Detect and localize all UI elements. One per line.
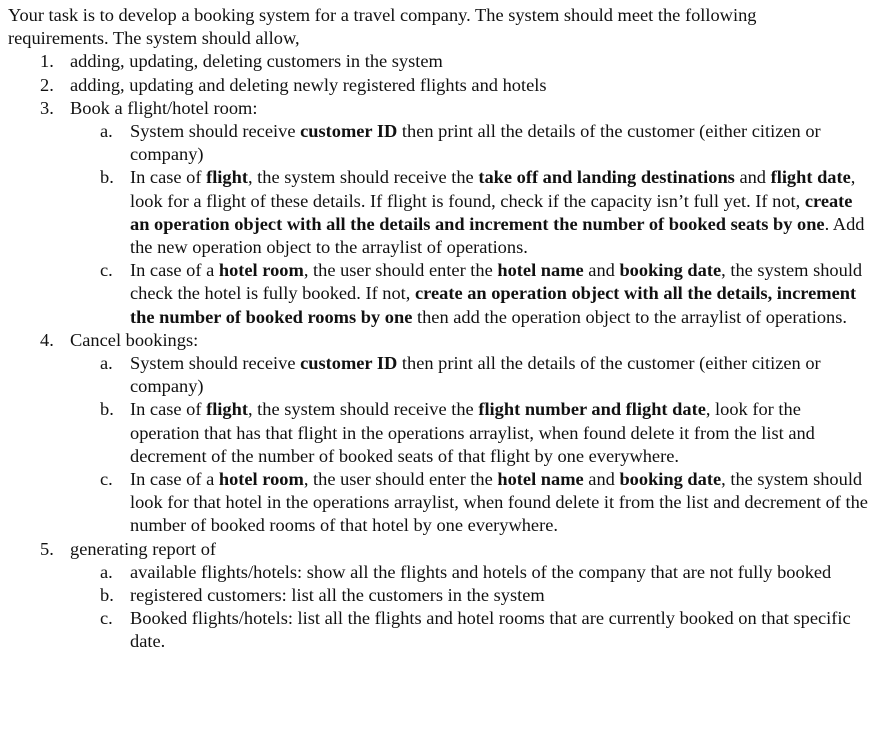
subitem-text: available flights/hotels: show all the flights and hotels of the company that are not fully booked [130, 561, 832, 582]
subitem-text: In case of flight, the system should receive the flight number and flight date, look for the operation that has that flight in the operations arraylist, when found delete it from the list and decrement of the number of booked seats of that flight by one everywhere. [130, 399, 815, 466]
item-text: generating report of [70, 538, 217, 559]
intro-paragraph: Your task is to develop a booking system for a travel company. The system should meet the following requirements. The system should allow, [8, 5, 757, 49]
list-item-3 [40, 97, 870, 120]
subitem-text: Booked flights/hotels: list all the flights and hotel rooms that are currently booked on that specific date. [130, 608, 851, 652]
item-text: Cancel bookings: [70, 329, 199, 350]
item-number: 1. [40, 51, 54, 72]
subitem-label: c. [100, 469, 113, 490]
item-text: adding, updating and deleting newly registered flights and hotels [70, 74, 547, 95]
subitem-text: In case of a hotel room, the user should enter the hotel name and booking date, the system should look for that hotel in the operations arraylist, when found delete it from the list and decrement of the number of booked rooms of that hotel by one everywhere. [130, 469, 868, 536]
item-text: adding, updating, deleting customers in the system [70, 51, 443, 72]
book-subitem-a [100, 120, 870, 166]
cancel-subitem-c [100, 468, 870, 538]
item-number: 4. [40, 329, 54, 350]
subitem-label: b. [100, 585, 114, 606]
cancel-subitem-b [100, 398, 870, 468]
subitem-label: c. [100, 260, 113, 281]
subitem-label: c. [100, 608, 113, 629]
subitem-text: System should receive customer ID then print all the details of the customer (either citizen or company) [130, 121, 821, 165]
cancel-subitem-a [100, 352, 870, 398]
list-item-2 [40, 74, 870, 97]
subitem-text: In case of flight, the system should receive the take off and landing destinations and flight date, look for a flight of these details. If flight is found, check if the capacity isn’t full yet. If not, create an operation object with all the details and increment the number of booked seats by one. Add the new operation object to the arraylist of operations. [130, 167, 865, 258]
item-text: Book a flight/hotel room: [70, 97, 258, 118]
list-item-5 [40, 538, 870, 561]
book-subitem-c [100, 259, 870, 329]
report-subitem-b [100, 584, 870, 607]
item-number: 3. [40, 97, 54, 118]
list-item-1 [40, 50, 870, 73]
subitem-text: registered customers: list all the customers in the system [130, 585, 545, 606]
item-number: 2. [40, 74, 54, 95]
subitem-label: b. [100, 167, 114, 188]
item-number: 5. [40, 538, 54, 559]
subitem-label: b. [100, 399, 114, 420]
report-subitem-c [100, 607, 870, 653]
subitem-label: a. [100, 353, 113, 374]
report-subitem-a [100, 561, 870, 584]
list-item-4 [40, 329, 870, 352]
subitem-label: a. [100, 121, 113, 142]
book-subitem-b [100, 166, 870, 259]
subitem-label: a. [100, 561, 113, 582]
subitem-text: System should receive customer ID then print all the details of the customer (either citizen or company) [130, 353, 821, 397]
subitem-text: In case of a hotel room, the user should enter the hotel name and booking date, the system should check the hotel is fully booked. If not, create an operation object with all the details, increment the number of booked rooms by one then add the operation object to the arraylist of operations. [130, 260, 863, 327]
